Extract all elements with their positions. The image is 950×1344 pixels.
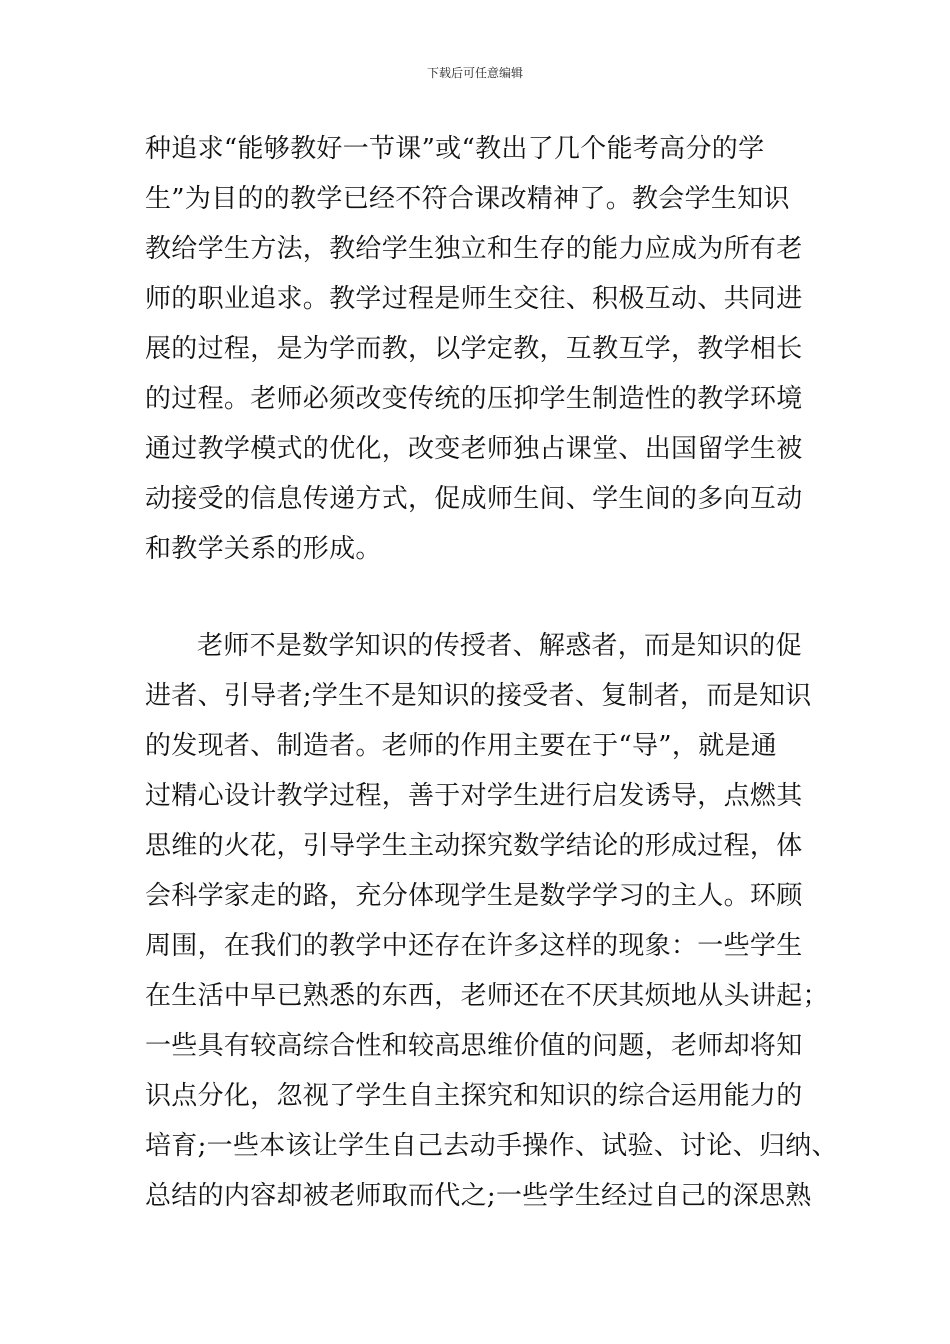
paragraph-line: 进者、引导者;学生不是知识的接受者、复制者，而是知识 <box>145 681 812 711</box>
paragraph-line: 通过教学模式的优化，改变老师独占课堂、出国留学生被 <box>145 434 803 464</box>
paragraph-line: 会科学家走的路，充分体现学生是数学学习的主人。环顾 <box>145 881 803 911</box>
paragraph-line: 种追求“能够教好一节课”或“教出了几个能考高分的学 <box>145 134 765 164</box>
paragraph-line: 总结的内容却被老师取而代之;一些学生经过自己的深思熟 <box>145 1181 812 1211</box>
paragraph-line: 周围，在我们的教学中还存在许多这样的现象：一些学生 <box>145 931 803 961</box>
paragraph-line: 思维的火花，引导学生主动探究数学结论的形成过程，体 <box>145 831 803 861</box>
paragraph-line: 教给学生方法，教给学生独立和生存的能力应成为所有老 <box>145 234 803 264</box>
paragraph-line: 生”为目的的教学已经不符合课改精神了。教会学生知识 <box>145 184 790 214</box>
paragraph-line: 师的职业追求。教学过程是师生交往、积极互动、共同进 <box>145 284 803 314</box>
paragraph-line: 动接受的信息传递方式，促成师生间、学生间的多向互动 <box>145 484 803 514</box>
paragraph-line: 的过程。老师必须改变传统的压抑学生制造性的教学环境 <box>145 384 803 414</box>
paragraph-line: 过精心设计教学过程，善于对学生进行启发诱导，点燃其 <box>145 781 803 811</box>
paragraph-line: 老师不是数学知识的传授者、解惑者，而是知识的促 <box>197 631 802 661</box>
page-header: 下载后可任意编辑 <box>426 66 523 80</box>
paragraph-line: 展的过程，是为学而教，以学定教，互教互学，教学相长 <box>145 334 803 364</box>
paragraph-line: 培育;一些本该让学生自己去动手操作、试验、讨论、归纳、 <box>145 1131 838 1161</box>
paragraph-line: 的发现者、制造者。老师的作用主要在于“导”，就是通 <box>145 731 778 761</box>
paragraph-line: 识点分化，忽视了学生自主探究和知识的综合运用能力的 <box>145 1081 803 1111</box>
paragraph-line: 在生活中早已熟悉的东西，老师还在不厌其烦地从头讲起； <box>145 981 829 1011</box>
paragraph-line: 一些具有较高综合性和较高思维价值的问题，老师却将知 <box>145 1031 803 1061</box>
paragraph-line: 和教学关系的形成。 <box>145 534 382 564</box>
